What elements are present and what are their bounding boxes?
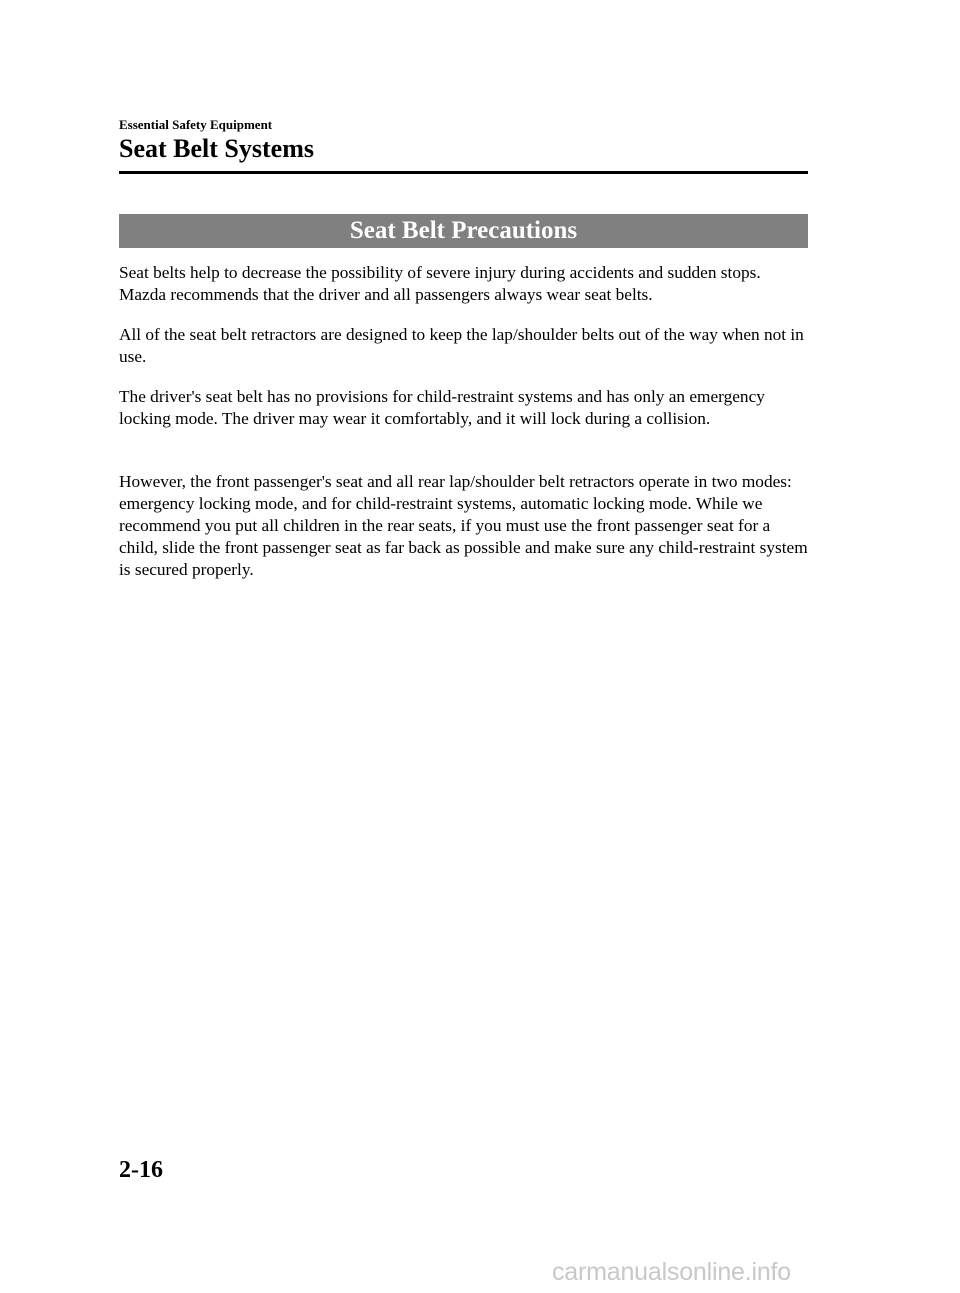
- body-paragraph: Seat belts help to decrease the possibility of severe injury during accidents and sudden stops. Mazda recommends that the driver and all passengers always wear seat belts.: [119, 263, 761, 304]
- page-title: Seat Belt Systems: [119, 134, 314, 163]
- chapter-label: Essential Safety Equipment: [119, 117, 273, 132]
- body-paragraph: All of the seat belt retractors are designed to keep the lap/shoulder belts out of the way when not in use.: [119, 325, 804, 366]
- section-heading: Seat Belt Precautions: [119, 214, 808, 248]
- page-number: 2-16: [119, 1157, 163, 1183]
- body-paragraph: However, the front passenger's seat and all rear lap/shoulder belt retractors operate in two modes: emergency locking mode, and for child-restraint systems, automatic locking mode. While we recommend you put all children in the rear seats, if you must use the front passenger seat for a child, slide the front passenger seat as far back as possible and make sure any child-restraint system is secured properly.: [119, 472, 808, 579]
- watermark: carmanualsonline.info: [552, 1258, 792, 1286]
- title-divider: [119, 171, 808, 174]
- body-paragraph: The driver's seat belt has no provisions for child-restraint systems and has only an emergency locking mode. The driver may wear it comfortably, and it will lock during a collision.: [119, 387, 765, 428]
